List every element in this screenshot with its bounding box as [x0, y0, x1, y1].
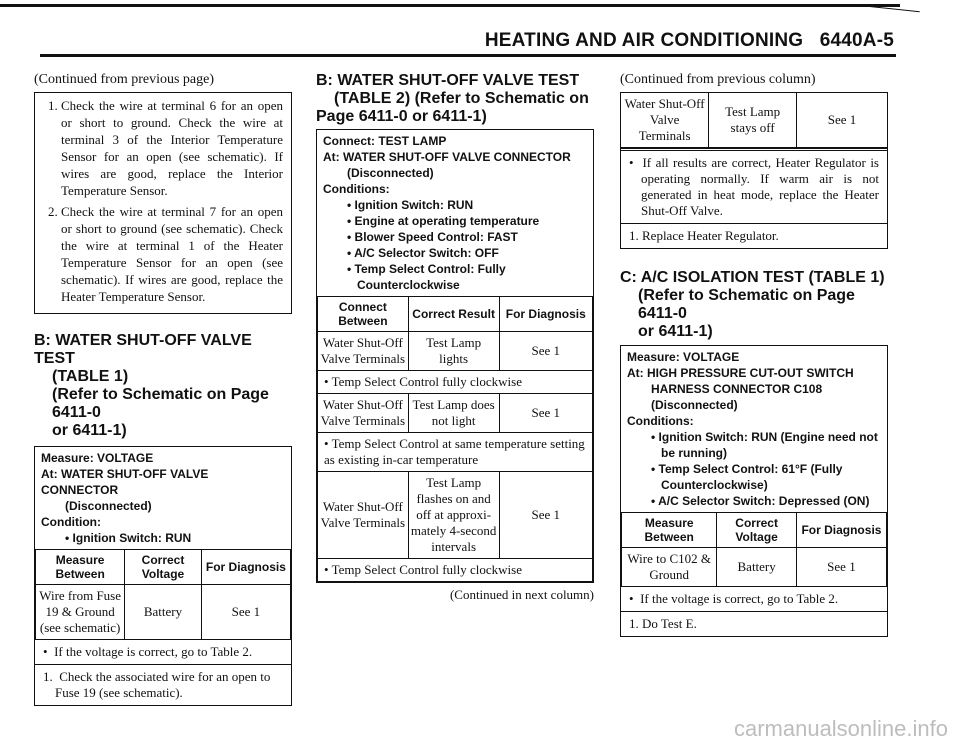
step-item: 2. Check the wire at terminal 7 for an open or short to ground (see schematic). Check the wire at terminal 1 of the Heater Temperature Sensor for an open (see schematic). If wires are good, replace the Heater Temperature Sensor.	[61, 203, 283, 305]
note-bullet: • If the voltage is correct, go to Table 2.	[629, 591, 839, 606]
diagnosis-table	[35, 549, 291, 640]
note-text: If the voltage is correct, go to Table 2.	[54, 644, 253, 659]
heading-line: or 6411-1)	[638, 323, 713, 340]
disconnected-line: (Disconnected)	[347, 166, 434, 180]
heading-line: (TABLE 1)	[52, 368, 129, 385]
table-header-row	[622, 513, 887, 548]
continued-table-box	[620, 92, 888, 249]
conditions-block	[317, 130, 593, 296]
column-header: Connect Between	[318, 297, 409, 332]
continued-note: (Continued from previous page)	[34, 72, 215, 87]
diagnosis-table	[621, 512, 887, 587]
test-box	[620, 345, 888, 637]
note-bullet: • If the voltage is correct, go to Table 2.	[43, 644, 253, 659]
condition-item: • Engine at operating temperature	[347, 214, 540, 228]
steps-box	[34, 92, 292, 314]
condition-item: • Ignition Switch: RUN (Engine need not	[651, 430, 878, 444]
setting-cell: • Temp Select Control at same temperature setting as existing in-car temperature	[318, 433, 593, 472]
note-text: If the voltage is correct, go to Table 2.	[640, 591, 839, 606]
note-text: Check the associated wire for an open to Fuse 19 (see schematic).	[55, 669, 271, 700]
section-heading	[620, 269, 888, 341]
condition-item-cont: Counterclockwise)	[661, 478, 768, 492]
middle-column	[316, 72, 594, 603]
setting-cell: • Temp Select Control fully clockwise	[318, 559, 593, 582]
watermark-text: carmanualsonline.info	[733, 716, 948, 741]
note-numbered: 1. Check the associated wire for an open to Fuse 19 (see schematic).	[43, 669, 271, 700]
table-cell: See 1	[797, 93, 887, 148]
table-header-row	[318, 297, 593, 332]
notes-block	[35, 640, 291, 664]
table-cell: Water Shut-Off Valve Terminals	[318, 472, 409, 559]
notes-block	[621, 587, 887, 611]
condition-item: • Blower Speed Control: FAST	[347, 230, 518, 244]
condition-item: • A/C Selector Switch: Depressed (ON)	[651, 494, 870, 508]
table-cell: See 1	[499, 472, 593, 559]
condition-item: • A/C Selector Switch: OFF	[347, 246, 499, 260]
table-cell: Test Lamp does not light	[408, 394, 499, 433]
table-cell: Water Shut-Off Valve Terminals	[621, 93, 709, 148]
at-line-cont: HARNESS CONNECTOR C108	[651, 382, 823, 396]
column-header: Correct Voltage	[717, 513, 797, 548]
setting-row	[318, 433, 593, 472]
conditions-block	[35, 447, 291, 549]
condition-item: • Ignition Switch: RUN	[347, 198, 474, 212]
condition-item-cont: Counterclockwise	[357, 278, 460, 292]
table-cell: Battery	[125, 585, 202, 640]
column-header: For Diagnosis	[499, 297, 593, 332]
table-row	[318, 394, 593, 433]
continued-note: (Continued from previous column)	[620, 72, 816, 87]
setting-cell: • Temp Select Control fully clockwise	[318, 371, 593, 394]
table-cell: See 1	[499, 394, 593, 433]
condition-item: • Ignition Switch: RUN	[65, 531, 192, 545]
top-rule	[0, 4, 900, 7]
diagnosis-table	[621, 93, 887, 148]
note-numbered: 1. Replace Heater Regulator.	[629, 228, 779, 243]
heading-line: B: WATER SHUT-OFF VALVE TEST	[34, 332, 252, 367]
table-cell: Test Lamp stays off	[709, 93, 797, 148]
column-header: Measure Between	[36, 550, 125, 585]
heading-line: B: WATER SHUT-OFF VALVE TEST	[316, 72, 580, 89]
heading-line: or 6411-1)	[52, 422, 127, 439]
table-cell: See 1	[201, 585, 290, 640]
table-row	[318, 332, 593, 371]
measure-line: Measure: VOLTAGE	[41, 451, 154, 465]
test-box	[34, 446, 292, 706]
table-row	[621, 93, 887, 148]
conditions-block	[621, 346, 887, 512]
table-cell: Test Lamp lights	[408, 332, 499, 371]
condition-item-cont: be running)	[661, 446, 727, 460]
note-text: If all results are correct, Heater Regulator is operating normally. If warm air is not generated in heat mode, replace the Heater Shut-Off Valve.	[641, 155, 879, 218]
column-header: For Diagnosis	[796, 513, 886, 548]
continued-next: (Continued in next column)	[449, 587, 594, 602]
section-heading	[316, 72, 594, 126]
heading-line: (Refer to Schematic on Page 6411-0	[638, 287, 855, 322]
table-row	[318, 472, 593, 559]
heading-line: (Refer to Schematic on Page 6411-0	[52, 386, 269, 421]
at-line: At: WATER SHUT-OFF VALVE CONNECTOR	[41, 467, 209, 497]
column-header: Measure Between	[622, 513, 717, 548]
table-header-row	[36, 550, 291, 585]
condition-label: Conditions:	[627, 414, 694, 428]
column-header: Correct Result	[408, 297, 499, 332]
table-row	[36, 585, 291, 640]
table-cell: Water Shut-Off Valve Terminals	[318, 332, 409, 371]
setting-row	[318, 371, 593, 394]
step-item: 1. Check the wire at terminal 6 for an open or short to ground. Check the wire at terminal 3 of the Interior Temperature Sensor for an open (see schematic). If wires are good, replace the Interior Temperature Sensor.	[61, 97, 283, 199]
note-bullet: • If all results are correct, Heater Regulator is operating normally. If warm air is not generated in heat mode, replace the Heater Shut-Off Valve.	[629, 155, 879, 218]
section-heading	[34, 332, 292, 440]
heading-line: C: A/C ISOLATION TEST (TABLE 1)	[620, 269, 885, 286]
table-cell: Wire from Fuse 19 & Ground (see schematic)	[36, 585, 125, 640]
diagnosis-table	[317, 296, 593, 582]
heading-line: (TABLE 2) (Refer to Schematic on	[334, 90, 589, 107]
column-header: Correct Voltage	[125, 550, 202, 585]
right-column	[620, 72, 888, 637]
disconnected-line: (Disconnected)	[651, 398, 738, 412]
test-box	[316, 129, 594, 583]
page-header	[485, 30, 894, 52]
at-line: At: WATER SHUT-OFF VALVE CONNECTOR	[323, 150, 571, 164]
condition-item: • Temp Select Control: 61°F (Fully	[651, 462, 843, 476]
table-cell: See 1	[796, 548, 886, 587]
table-cell: Test Lamp flashes on and off at approxi-mately 4-second intervals	[408, 472, 499, 559]
column-header: For Diagnosis	[201, 550, 290, 585]
notes-block	[621, 223, 887, 248]
disconnected-line: (Disconnected)	[65, 499, 152, 513]
at-line: At: HIGH PRESSURE CUT-OUT SWITCH	[627, 366, 854, 380]
notes-block	[621, 611, 887, 636]
table-cell: Battery	[717, 548, 797, 587]
header-rule	[40, 54, 896, 57]
table-row	[622, 548, 887, 587]
note-numbered: 1. Do Test E.	[629, 616, 697, 631]
condition-label: Conditions:	[323, 182, 390, 196]
measure-line: Measure: VOLTAGE	[627, 350, 740, 364]
condition-label: Condition:	[41, 515, 101, 529]
condition-item: • Temp Select Control: Fully	[347, 262, 506, 276]
notes-block	[35, 664, 291, 705]
page-number: 6440A-5	[819, 30, 894, 51]
table-cell: See 1	[499, 332, 593, 371]
heading-line: Page 6411-0 or 6411-1)	[316, 108, 487, 125]
setting-row	[318, 559, 593, 582]
connect-line: Connect: TEST LAMP	[323, 134, 447, 148]
table-cell: Water Shut-Off Valve Terminals	[318, 394, 409, 433]
section-title: HEATING AND AIR CONDITIONING	[484, 30, 804, 51]
notes-block	[621, 148, 887, 223]
table-cell: Wire to C102 & Ground	[622, 548, 717, 587]
left-column	[34, 72, 292, 706]
